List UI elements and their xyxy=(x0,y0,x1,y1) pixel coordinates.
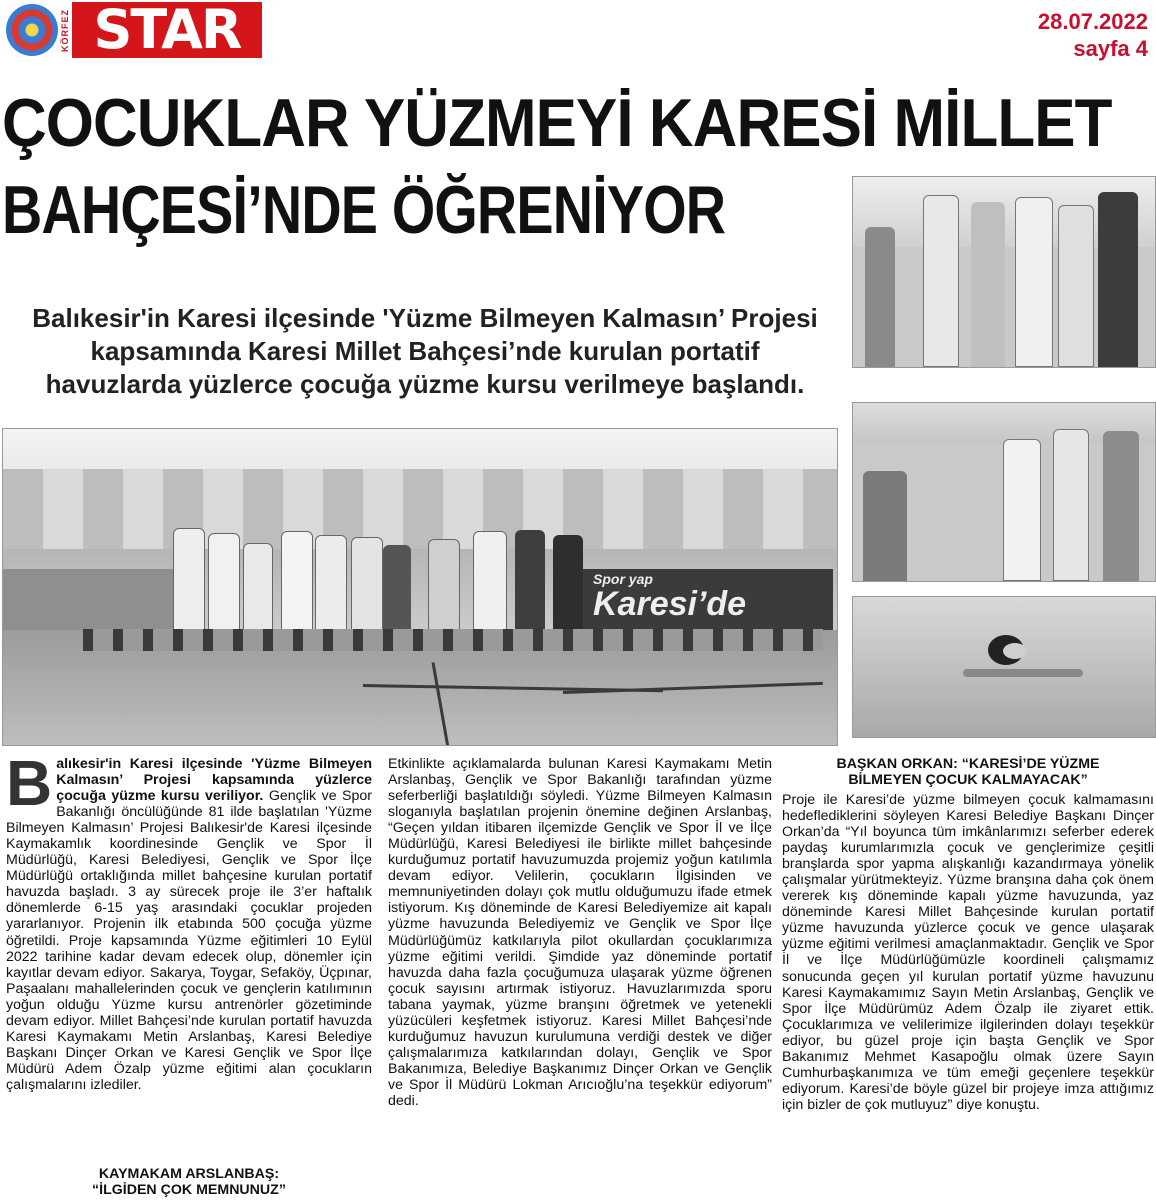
headline-line-2: BAHÇESİ’NDE ÖĞRENİYOR xyxy=(2,172,726,248)
dropcap: B xyxy=(6,747,53,819)
subheadline xyxy=(0,302,850,401)
article-column-3 xyxy=(782,792,1154,1196)
photo-officials-greeting xyxy=(852,402,1156,582)
logo-emblem-icon xyxy=(6,4,58,56)
banner-line-2: Karesi’de xyxy=(593,585,747,623)
subtitle-kaymakam xyxy=(6,1166,372,1198)
subtitle-kaymakam-line-1: KAYMAKAM ARSLANBAŞ: xyxy=(98,1166,280,1182)
subtitle-baskan-line-2: BİLMEYEN ÇOCUK KALMAYACAK” xyxy=(848,772,1088,788)
issue-info xyxy=(1038,8,1148,62)
subheadline-line-1: Balıkesir'in Karesi ilçesinde 'Yüzme Bilmeyen Kalmasın’ Projesi xyxy=(32,303,818,333)
photo-child-swimming xyxy=(852,596,1156,738)
headline-line-1: ÇOCUKLAR YÜZMEYİ KARESİ MİLLET xyxy=(2,85,1112,161)
article-lead: alıkesir'in Karesi ilçesinde 'Yüzme Bilmeyen Kalmasın’ Projesi kapsamında yüzlerce çocuğa yüzme kursu veriliyor. xyxy=(56,756,372,805)
issue-date: 28.07.2022 xyxy=(1037,9,1148,34)
newspaper-logo xyxy=(2,0,267,62)
subheadline-line-2: kapsamında Karesi Millet Bahçesi’nde kurulan portatif xyxy=(90,336,760,366)
article-column-2 xyxy=(388,756,772,1196)
photo-pool-group xyxy=(2,428,838,746)
article-body-3: Proje ile Karesi’de yüzme bilmeyen çocuk kalmamasını hedeflediklerini söyleyen Karesi Belediye Başkanı Dinçer Orkan’da “Yıl boyunca tüm imkânlarımızı seferber ederek paydaş kurumlarımızla çocuk ve gençlerimize çeşitli branşlarda spor yapma alışkanlığı kazandırmaya yönelik çalışmalar yürütmekteyiz. Yüzme branşına daha çok önem vererek kış döneminde kapalı yüzme havuzunda, yaz döneminde Karesi Millet Bahçesinde kurulan portatif yüzme havuzunda yüzlerce çocuk ve gence ulaşarak yüzme eğitimi verilmesi amaçlanmaktadır. Gençlik ve Spor İl ve İlçe Müdürlüğümüzle koordineli çalışmamız sonucunda geçen yıl kurulan portatif yüzme havuzunu Karesi Kaymakamımız Sayın Metin Arslanbaş, Gençlik ve Spor İlçe Müdürümüz Adem Özalp ile ziyaret ettik. Çocuklarımıza ve velilerimize ilgilerinden dolayı teşekkür ediyor, bu güzel proje için başta Gençlik ve Spor Bakanımız Mehmet Kasapoğlu olmak üzere Sayın Cumhurbaşkanımıza ve tüm emeği geçenlere teşekkür ediyorum. Karesi’de böyle güzel bir projeye imza attığımız için bizler de çok mutluyuz” diye konuştu. xyxy=(782,792,1154,1113)
logo-brand: STAR xyxy=(72,2,262,58)
photo-officials-poolside xyxy=(852,176,1156,368)
banner-line-1: Spor yap xyxy=(593,571,653,587)
subtitle-baskan xyxy=(782,756,1154,788)
subtitle-kaymakam-line-2: “İLGİDEN ÇOK MEMNUNUZ” xyxy=(92,1182,286,1198)
page-number: sayfa 4 xyxy=(1073,36,1148,61)
article-body-1: Gençlik ve Spor Bakanlığı öncülüğünde 81 ilde başlatılan 'Yüzme Bilmeyen Kalmasın’ Projesi Balıkesir'de Karesi ilçesinde Kaymakamlık koordinesinde Gençlik ve Spor İl Müdürlüğü, Karesi Belediyesi, Gençlik ve Spor İlçe Müdürlüğü ortaklığında millet bahçesine kurulan portatif havuzda başladı. 3 ay sürecek proje ile 3’er haftalık dönemlerde 6-15 yaş arasındaki çocuklar projeden yararlanıyor. Projenin ilk etabında 500 çocuğa yüzme öğretildi. Proje kapsamında Yüzme eğitimleri 10 Eylül 2022 tarihine kadar devam edecek olup, dönemler için kayıtlar devam ediyor. Sakarya, Toygar, Sefaköy, Üçpınar, Paşaalanı mahallelerinden çocuk ve gençlerin katılımının yoğun olduğu Yüzme kursu antrenörler gözetiminde devam ediyor. Millet Bahçesi’nde kurulan portatif havuzda Karesi Kaymakamı Metin Arslanbaş, Karesi Belediye Başkanı Dinçer Orkan ve Karesi Gençlik ve Spor İlçe Müdürü Adem Özalp yüzme eğitimi alan çocukların çalışmalarını izlediler. xyxy=(6,788,372,1093)
subheadline-line-3: havuzlarda yüzlerce çocuğa yüzme kursu verilmeye başlandı. xyxy=(45,369,805,399)
article-body-2: Etkinlikte açıklamalarda bulunan Karesi Kaymakamı Metin Arslanbaş, Gençlik ve Spor Bakanlığı tarafından yüzme seferberliği başlatıldığı söyledi. Yüzme Bilmeyen Kalmasın sloganıyla başlatılan projenin önemine değinen Arslanbaş, “Geçen yıldan itibaren ilçemizde Gençlik ve Spor İl ve İlçe Müdürlüğü, Karesi Belediyesi ile birlikte millet bahçesinde kurduğumuz portatif havuzumuzda projemiz yoğun katılımla devam ediyor. Velilerin, çocukların İlgisinden ve memnuniyetinden dolayı çok mutlu olduğumuzu ifade etmek istiyorum. Kış döneminde de Karesi Belediyemize ait kapalı yüzme havuzunda Belediyemiz ve Gençlik ve Spor İlçe Müdürlüğümüz katkılarıyla pilot okullardan çocuklarımıza yüzme eğitimi verildi. Şimdide yaz döneminde portatif havuzda daha fazla çocuğumuza ulaşarak yüzme öğrenen çocuk sayısını artırmak istiyoruz. Havuzlarımızda sporu tabana yaymak, yüzme branşını öğretmek ve yetenekli yüzücüleri keşfetmek istiyoruz. Karesi Millet Bahçesi’nde kurduğumuz havuzun kurulumuna verdiği destek ve diğer çalışmalarımıza katkılarından dolayı, Gençlik ve Spor Bakanımıza, Belediye Başkanımız Dinçer Orkan ve Gençlik ve Spor İl Müdürü Lokman Arıcıoğlu’na teşekkür ediyorum” dedi. xyxy=(388,756,772,1109)
logo-subbrand: KÖRFEZ xyxy=(60,9,70,53)
article-column-1 xyxy=(6,747,372,1168)
subtitle-baskan-line-1: BAŞKAN ORKAN: “KARESİ’DE YÜZME xyxy=(836,756,1100,772)
